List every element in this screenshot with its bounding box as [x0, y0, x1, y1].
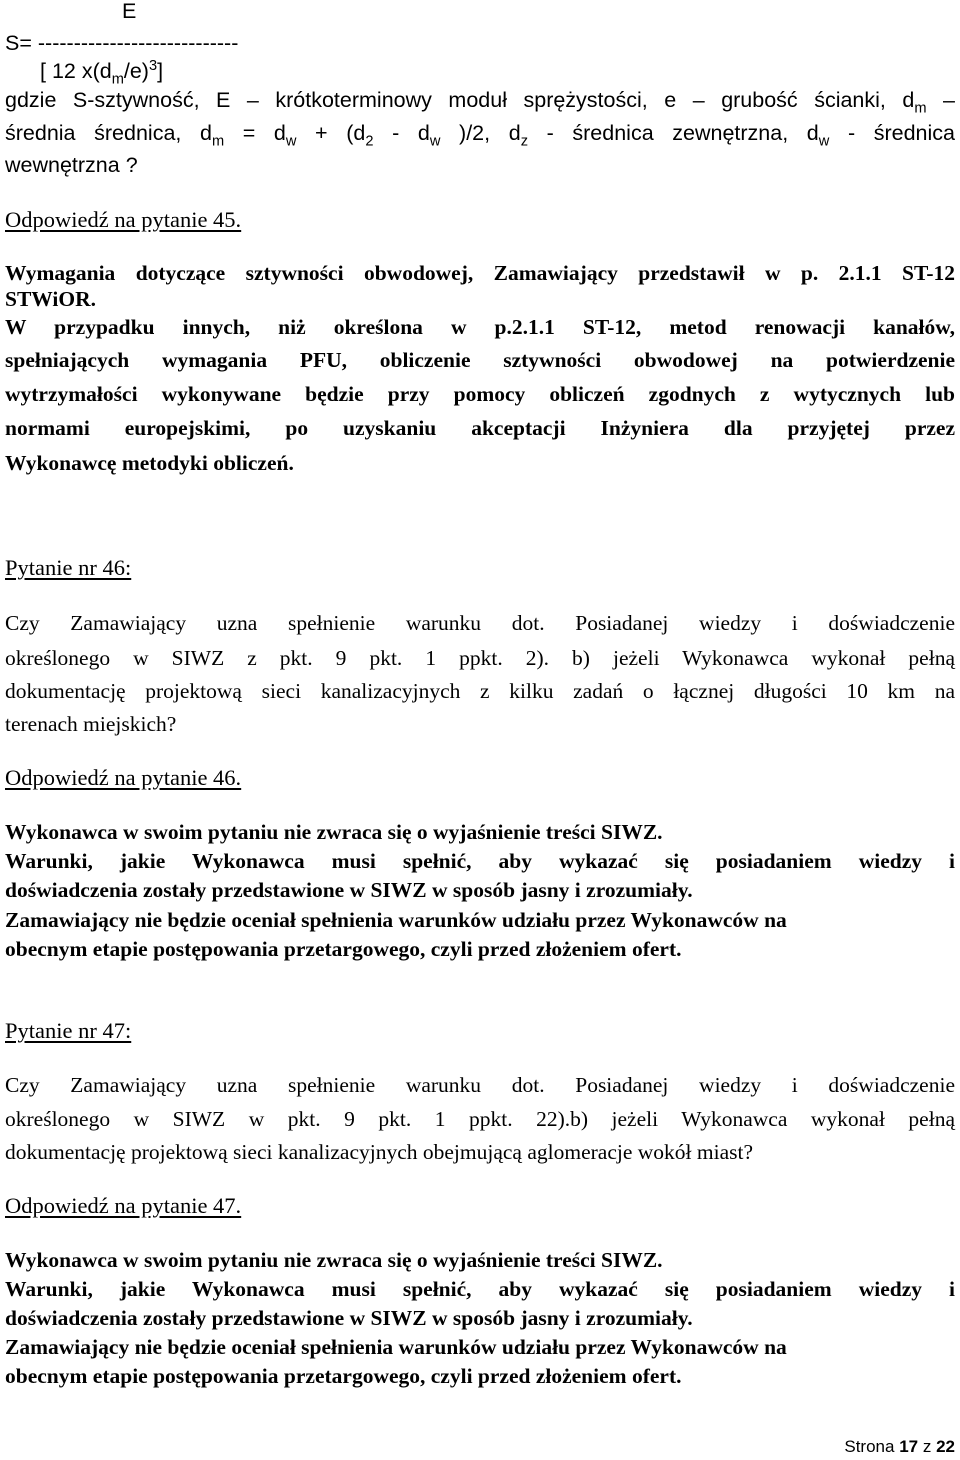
- answer-text-line: Wymagania dotyczące sztywności obwodowej, Zamawiający przedstawił w p. 2.1.1 ST-12: [5, 261, 955, 285]
- answer-text-line: spełniających wymagania PFU, obliczenie sztywności obwodowej na potwierdzenie: [5, 348, 955, 372]
- page-of: z: [922, 1437, 932, 1456]
- answer-text-line: wytrzymałości wykonywane będzie przy pomocy obliczeń zgodnych z wytycznych lub: [5, 382, 955, 406]
- definition-line: gdzie S-sztywność, E – krótkoterminowy moduł sprężystości, e – grubość ścianki, $d_m$ –: [5, 88, 956, 117]
- answer-text-line: Wykonawca w swoim pytaniu nie zwraca się o wyjaśnienie treści SIWZ.: [5, 1248, 663, 1272]
- formula-fraction-line: [5, 30, 238, 56]
- answer-text-line: STWiOR.: [5, 287, 97, 311]
- answer-text-line: Zamawiający nie będzie oceniał spełnienia warunków udziału przez Wykonawców na: [5, 1335, 787, 1359]
- answer-text-line: normami europejskimi, po uzyskaniu akceptacji Inżyniera dla przyjętej przez: [5, 416, 955, 440]
- formula-numerator: E: [122, 0, 137, 23]
- answer-text-line: doświadczenia zostały przedstawione w SIWZ w sposób jasny i zrozumiały.: [5, 878, 693, 902]
- current-page: 17: [899, 1437, 919, 1456]
- answer-text-line: Zamawiający nie będzie oceniał spełnienia warunków udziału przez Wykonawców na: [5, 908, 787, 932]
- answer-heading: Odpowiedź na pytanie 45.: [5, 207, 242, 232]
- question-text-line: określonego w SIWZ z pkt. 9 pkt. 1 ppkt. 2). b) jeżeli Wykonawca wykonał pełną: [5, 646, 955, 670]
- answer-heading: Odpowiedź na pytanie 46.: [5, 765, 242, 790]
- answer-text-line: Warunki, jakie Wykonawca musi spełnić, aby wykazać się posiadaniem wiedzy i: [5, 1277, 955, 1301]
- formula-dashes: ----------------------------: [37, 31, 239, 55]
- answer-text-line: W przypadku innych, niż określona w p.2.1.1 ST-12, metod renowacji kanałów,: [5, 315, 955, 339]
- answer-text-line: doświadczenia zostały przedstawione w SIWZ w sposób jasny i zrozumiały.: [5, 1306, 693, 1330]
- answer-text-line: Warunki, jakie Wykonawca musi spełnić, aby wykazać się posiadaniem wiedzy i: [5, 849, 955, 873]
- answer-heading: Odpowiedź na pytanie 47.: [5, 1193, 242, 1218]
- answer-text-line: Wykonawca w swoim pytaniu nie zwraca się o wyjaśnienie treści SIWZ.: [5, 820, 663, 844]
- question-text-line: Czy Zamawiający uzna spełnienie warunku dot. Posiadanej wiedzy i doświadczenie: [5, 611, 955, 635]
- question-text-line: określonego w SIWZ w pkt. 9 pkt. 1 ppkt. 22).b) jeżeli Wykonawca wykonał pełną: [5, 1107, 955, 1131]
- question-text-line: Czy Zamawiający uzna spełnienie warunku dot. Posiadanej wiedzy i doświadczenie: [5, 1073, 955, 1097]
- question-heading: Pytanie nr 46:: [5, 555, 132, 580]
- question-text-line: terenach miejskich?: [5, 712, 177, 736]
- question-heading: Pytanie nr 47:: [5, 1018, 132, 1043]
- answer-text-line: obecnym etapie postępowania przetargowego, czyli przed złożeniem ofert.: [5, 1364, 682, 1388]
- question-text-line: dokumentację projektową sieci kanalizacyjnych obejmującą aglomeracje wokół miast?: [5, 1140, 754, 1164]
- question-text-line: dokumentację projektową sieci kanalizacyjnych z kilku zadań o łącznej długości 10 km na: [5, 679, 955, 703]
- definition-line: wewnętrzna ?: [5, 153, 138, 177]
- definition-line: średnia średnica, $d_m = d_w + (d_2 - d_w$ )/2, $d_z$ - średnica zewnętrzna, $d_w$ - średnica: [5, 121, 956, 150]
- answer-text-line: Wykonawcę metodyki obliczeń.: [5, 451, 294, 475]
- total-pages: 22: [936, 1437, 955, 1456]
- answer-text-line: obecnym etapie postępowania przetargowego, czyli przed złożeniem ofert.: [5, 937, 682, 961]
- formula-lhs: S=: [5, 31, 32, 55]
- page-number: [844, 1437, 955, 1457]
- formula-denominator: [ 12 $x(d_m/e)^3$]: [40, 57, 164, 88]
- page-label: Strona: [844, 1437, 895, 1456]
